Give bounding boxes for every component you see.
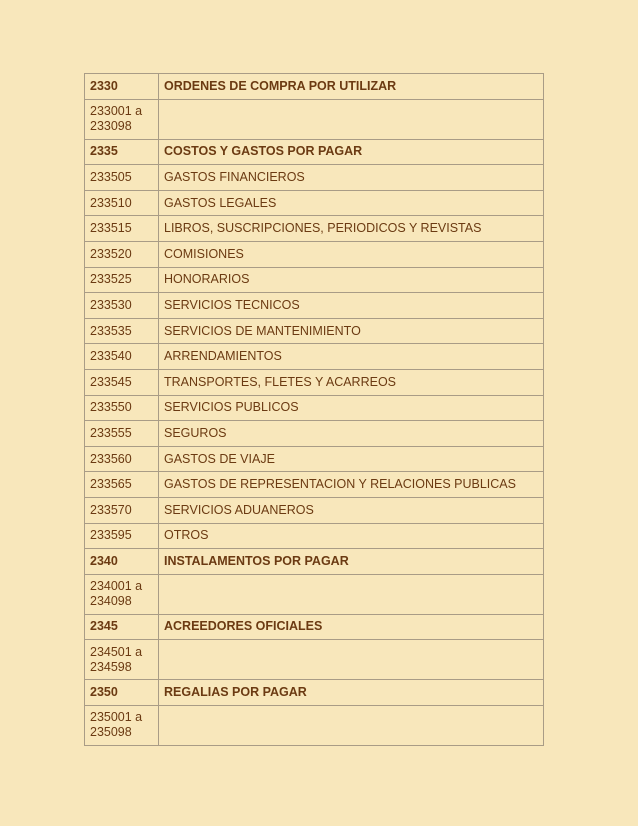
table-row — [85, 395, 544, 421]
account-code: 233560 — [85, 446, 159, 472]
account-description: REGALIAS POR PAGAR — [159, 680, 544, 706]
range-start: 233001 a — [90, 104, 143, 119]
table-row — [85, 139, 544, 165]
account-description: SERVICIOS PUBLICOS — [159, 395, 544, 421]
table-row — [85, 267, 544, 293]
account-code: 233530 — [85, 293, 159, 319]
table-row — [85, 523, 544, 549]
account-description: SERVICIOS ADUANEROS — [159, 497, 544, 523]
range-end: 234598 — [90, 659, 132, 674]
table-row — [85, 497, 544, 523]
account-description — [159, 640, 544, 680]
account-code: 2335 — [85, 139, 159, 165]
account-code: 233570 — [85, 497, 159, 523]
account-description: SERVICIOS DE MANTENIMIENTO — [159, 318, 544, 344]
table-row — [85, 165, 544, 191]
account-description: GASTOS FINANCIEROS — [159, 165, 544, 191]
account-description: SERVICIOS TECNICOS — [159, 293, 544, 319]
account-code: 233510 — [85, 190, 159, 216]
accounts-table — [84, 73, 544, 746]
account-description: ARRENDAMIENTOS — [159, 344, 544, 370]
account-code-range — [85, 574, 159, 614]
account-code: 233545 — [85, 369, 159, 395]
table-row — [85, 614, 544, 640]
table-row — [85, 99, 544, 139]
account-description: OTROS — [159, 523, 544, 549]
account-description — [159, 99, 544, 139]
account-code: 2345 — [85, 614, 159, 640]
account-code: 233555 — [85, 421, 159, 447]
account-code: 2350 — [85, 680, 159, 706]
table-row — [85, 574, 544, 614]
account-description: INSTALAMENTOS POR PAGAR — [159, 549, 544, 575]
account-description: SEGUROS — [159, 421, 544, 447]
account-description: ACREEDORES OFICIALES — [159, 614, 544, 640]
account-description: GASTOS DE REPRESENTACION Y RELACIONES PUBLICAS — [159, 472, 544, 498]
table-row — [85, 640, 544, 680]
account-description: GASTOS DE VIAJE — [159, 446, 544, 472]
account-code-range — [85, 640, 159, 680]
account-description: COSTOS Y GASTOS POR PAGAR — [159, 139, 544, 165]
account-description — [159, 705, 544, 745]
account-code: 233520 — [85, 241, 159, 267]
table-row — [85, 705, 544, 745]
account-code: 233515 — [85, 216, 159, 242]
account-code: 233535 — [85, 318, 159, 344]
account-description: LIBROS, SUSCRIPCIONES, PERIODICOS Y REVISTAS — [159, 216, 544, 242]
account-code: 233595 — [85, 523, 159, 549]
account-description: COMISIONES — [159, 241, 544, 267]
table-row — [85, 680, 544, 706]
account-code: 2340 — [85, 549, 159, 575]
table-row — [85, 369, 544, 395]
account-description — [159, 574, 544, 614]
table-row — [85, 472, 544, 498]
table-row — [85, 216, 544, 242]
table-row — [85, 293, 544, 319]
table-row — [85, 190, 544, 216]
range-end: 234098 — [90, 594, 132, 609]
table-row — [85, 446, 544, 472]
account-code-range — [85, 99, 159, 139]
table-row — [85, 74, 544, 100]
account-code: 233565 — [85, 472, 159, 498]
range-start: 235001 a — [90, 710, 143, 725]
range-start: 234001 a — [90, 579, 143, 594]
account-code: 233540 — [85, 344, 159, 370]
account-code: 2330 — [85, 74, 159, 100]
account-description: ORDENES DE COMPRA POR UTILIZAR — [159, 74, 544, 100]
account-code: 233525 — [85, 267, 159, 293]
table-row — [85, 549, 544, 575]
account-description: TRANSPORTES, FLETES Y ACARREOS — [159, 369, 544, 395]
range-start: 234501 a — [90, 644, 143, 659]
table-row — [85, 241, 544, 267]
account-code: 233550 — [85, 395, 159, 421]
account-description: HONORARIOS — [159, 267, 544, 293]
range-end: 233098 — [90, 119, 132, 134]
account-code: 233505 — [85, 165, 159, 191]
account-description: GASTOS LEGALES — [159, 190, 544, 216]
range-end: 235098 — [90, 725, 132, 740]
account-code-range — [85, 705, 159, 745]
table-row — [85, 421, 544, 447]
table-row — [85, 344, 544, 370]
table-row — [85, 318, 544, 344]
